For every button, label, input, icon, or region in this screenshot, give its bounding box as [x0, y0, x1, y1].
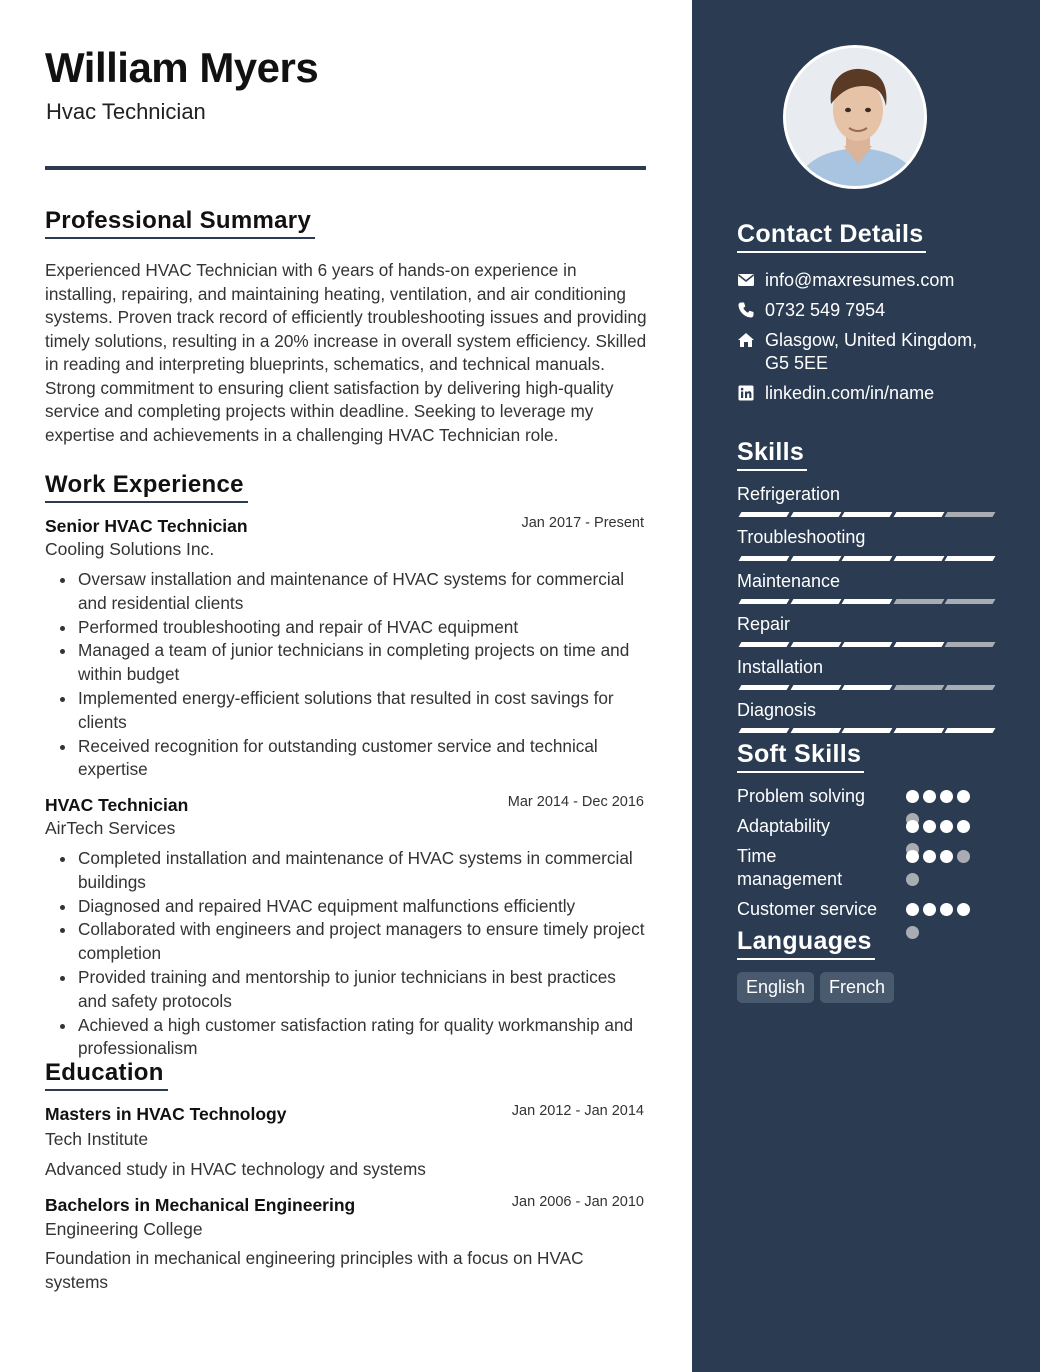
phone-icon [737, 301, 755, 319]
rating-dot [957, 820, 970, 833]
skill-name: Repair [737, 614, 791, 634]
home-icon [737, 331, 755, 349]
skill-bar-segment [945, 599, 996, 604]
contact-address [737, 329, 997, 375]
list-item: Received recognition for outstanding customer service and technical expertise [78, 735, 648, 783]
skill-bar-segment [739, 599, 790, 604]
job-bullets [78, 847, 648, 1061]
skill-bar-segment [739, 685, 790, 690]
summary-heading: Professional Summary [45, 207, 315, 239]
phone-text: 0732 549 7954 [765, 300, 886, 320]
degree-dates: Jan 2006 - Jan 2010 [511, 1194, 644, 1210]
school-name: Tech Institute [45, 1129, 149, 1149]
skill-bar-segment [739, 728, 790, 733]
header-divider [45, 166, 646, 170]
skill-name: Maintenance [737, 571, 841, 591]
skill-rating-bar [737, 556, 994, 562]
skill-rating-bar [737, 685, 994, 691]
soft-skills-heading: Soft Skills [737, 740, 864, 773]
skill-bar-segment [945, 728, 996, 733]
list-item: Collaborated with engineers and project managers to ensure timely project completion [78, 918, 648, 966]
degree-dates: Jan 2012 - Jan 2014 [511, 1103, 644, 1119]
language-tag: French [820, 972, 894, 1003]
rating-dot [906, 820, 919, 833]
skill-bar-segment [945, 512, 996, 517]
skill-bar-segment [893, 728, 944, 733]
rating-dot [940, 903, 953, 916]
rating-dot [906, 850, 919, 863]
skill-bar-segment [945, 556, 996, 561]
address-line-1: Glasgow, United Kingdom, [765, 330, 978, 350]
degree-description: Advanced study in HVAC technology and systems [45, 1159, 426, 1179]
candidate-title: Hvac Technician [46, 99, 206, 124]
candidate-name: William Myers [45, 44, 319, 91]
skill-rating-bar [737, 599, 994, 605]
list-item: Performed troubleshooting and repair of HVAC equipment [78, 616, 648, 640]
rating-dot [940, 820, 953, 833]
job-bullets [78, 568, 648, 782]
contact-email[interactable] [737, 269, 997, 292]
degree-description: Foundation in mechanical engineering principles with a focus on HVAC systems [45, 1248, 584, 1292]
skill-bar-segment [842, 642, 893, 647]
skill-bar-segment [893, 685, 944, 690]
rating-dot [906, 873, 919, 886]
skill-bar-segment [893, 599, 944, 604]
list-item: Completed installation and maintenance of HVAC systems in commercial buildings [78, 847, 648, 895]
list-item: Achieved a high customer satisfaction rating for quality workmanship and professionalism [78, 1014, 648, 1062]
linkedin-text: linkedin.com/in/name [765, 383, 935, 403]
rating-dot [940, 850, 953, 863]
list-item: Diagnosed and repaired HVAC equipment malfunctions efficiently [78, 895, 648, 919]
skill-bar-segment [893, 642, 944, 647]
contact-heading: Contact Details [737, 220, 926, 253]
rating-dot [957, 790, 970, 803]
summary-text: Experienced HVAC Technician with 6 years of hands-on experience in installing, repairing, and maintaining heating, ventilation, and air conditioning systems. Proven track record of efficiently troubleshooting issues and providing timely solutions, resulting in a 20% increase in overall system efficiency. Skilled in reading and interpreting blueprints, schematics, and technical manuals. Strong commitment to ensuring client satisfaction by delivering high-quality service and completing projects within deadline. Seeking to leverage my expertise and achievements in a challenging HVAC Technician role. [45, 260, 647, 445]
skill-name: Installation [737, 657, 824, 677]
skill-bar-segment [893, 556, 944, 561]
rating-dot [923, 790, 936, 803]
job-company: Cooling Solutions Inc. [45, 539, 215, 559]
skill-bar-segment [893, 512, 944, 517]
skill-bar-segment [790, 599, 841, 604]
skill-bar-segment [945, 685, 996, 690]
list-item: Provided training and mentorship to junior technicians in best practices and safety protocols [78, 966, 648, 1014]
address-line-2: G5 5EE [765, 353, 829, 373]
skill-bar-segment [842, 599, 893, 604]
list-item: Managed a team of junior technicians in completing projects on time and within budget [78, 639, 648, 687]
skill-rating-bar [737, 728, 994, 734]
skill-bar-segment [790, 685, 841, 690]
experience-heading: Work Experience [45, 471, 248, 503]
degree-title: Bachelors in Mechanical Engineering [45, 1195, 356, 1215]
skill-bar-segment [790, 642, 841, 647]
rating-dot [923, 903, 936, 916]
soft-skill-rating [906, 850, 986, 864]
language-tag: English [737, 972, 814, 1003]
skill-bar-segment [739, 642, 790, 647]
skill-rating-bar [737, 642, 994, 648]
rating-dot [906, 903, 919, 916]
soft-skill-name: Adaptability [737, 816, 831, 836]
rating-dot [957, 903, 970, 916]
rating-dot [923, 820, 936, 833]
skill-bar-segment [790, 556, 841, 561]
skill-bar-segment [790, 728, 841, 733]
skill-bar-segment [739, 512, 790, 517]
soft-skill-name: Time management [737, 846, 843, 889]
list-item: Oversaw installation and maintenance of HVAC systems for commercial and residential clients [78, 568, 648, 616]
job-dates: Jan 2017 - Present [521, 515, 644, 531]
skill-bar-segment [945, 642, 996, 647]
contact-linkedin[interactable] [737, 382, 997, 405]
school-name: Engineering College [45, 1219, 203, 1239]
job-title: HVAC Technician [45, 795, 189, 815]
soft-skill-rating [906, 790, 986, 804]
job-title: Senior HVAC Technician [45, 516, 248, 536]
envelope-icon [737, 271, 755, 289]
skill-name: Diagnosis [737, 700, 817, 720]
profile-photo [783, 45, 927, 189]
rating-dot [906, 926, 919, 939]
skill-name: Refrigeration [737, 484, 841, 504]
job-dates: Mar 2014 - Dec 2016 [507, 794, 644, 810]
skill-bar-segment [790, 512, 841, 517]
rating-dot [906, 790, 919, 803]
job-company: AirTech Services [45, 818, 176, 838]
education-heading: Education [45, 1059, 168, 1091]
contact-phone[interactable] [737, 299, 997, 322]
degree-title: Masters in HVAC Technology [45, 1104, 287, 1124]
soft-skill-rating [906, 820, 986, 834]
skill-bar-segment [739, 556, 790, 561]
list-item: Implemented energy-efficient solutions that resulted in cost savings for clients [78, 687, 648, 735]
linkedin-icon [737, 384, 755, 402]
rating-dot [940, 790, 953, 803]
skill-bar-segment [842, 685, 893, 690]
person-avatar-icon [786, 48, 927, 189]
soft-skill-rating [906, 903, 986, 917]
soft-skill-name: Customer service [737, 899, 878, 919]
skill-rating-bar [737, 512, 994, 518]
languages-heading: Languages [737, 927, 875, 960]
rating-dot [923, 850, 936, 863]
skill-bar-segment [842, 556, 893, 561]
skill-bar-segment [842, 728, 893, 733]
rating-dot [957, 850, 970, 863]
soft-skill-name: Problem solving [737, 786, 866, 806]
email-text: info@maxresumes.com [765, 270, 955, 290]
skill-bar-segment [842, 512, 893, 517]
skills-heading: Skills [737, 438, 807, 471]
skill-name: Troubleshooting [737, 527, 866, 547]
